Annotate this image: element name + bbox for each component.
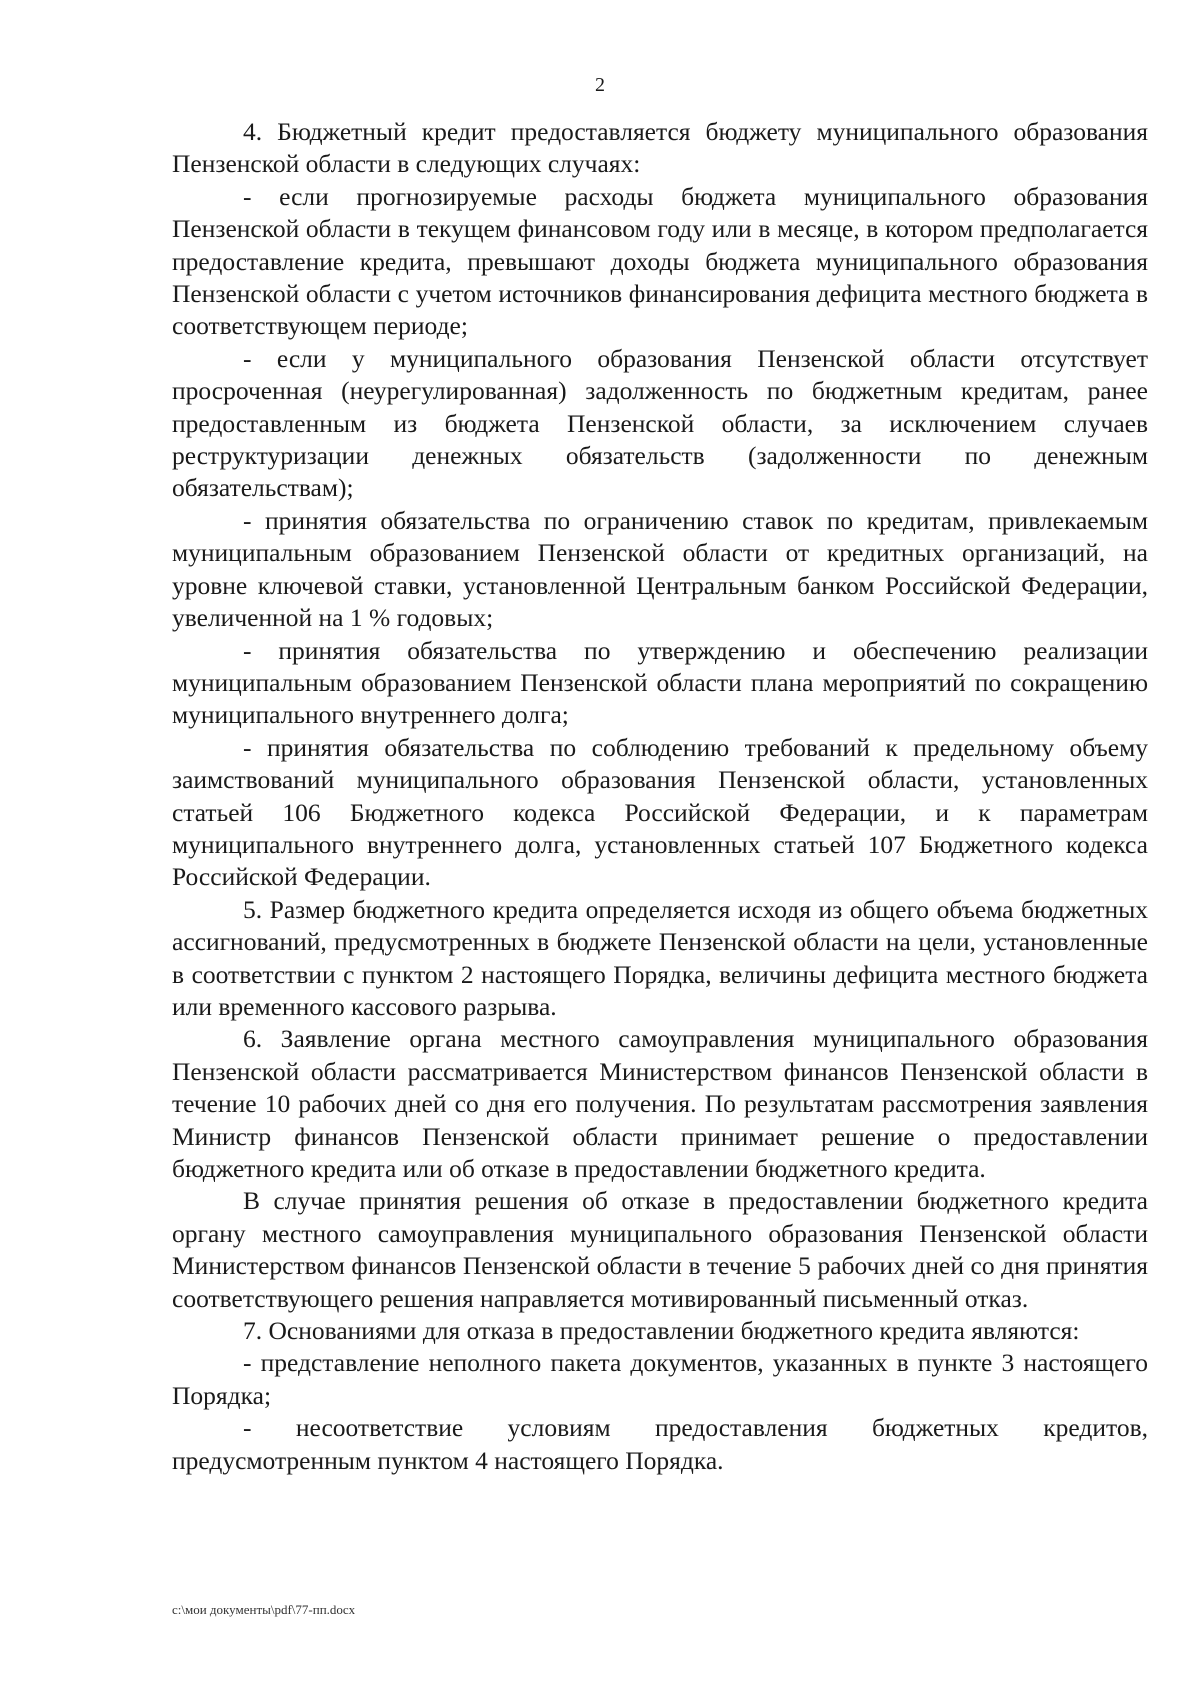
document-body xyxy=(172,116,1148,1477)
paragraph-6: 6. Заявление органа местного самоуправления муниципального образования Пензенской области рассматривается Министерством финансов Пензенской области в течение 10 рабочих дней со дня его получения. По результатам рассмотрения заявления Министр финансов Пензенской области принимает решение о предоставлении бюджетного кредита или об отказе в предоставлении бюджетного кредита. xyxy=(172,1024,1148,1183)
paragraph-4-condition-borrowing-limits: - принятия обязательства по соблюдению требований к предельному объему заимствований муниципального образования Пензенской области, установленных статьей 106 Бюджетного кодекса Российской Федерации, и к параметрам муниципального внутреннего долга, установленных статьей 107 Бюджетного кодекса Российской Федерации. xyxy=(172,732,1148,892)
paragraph-7-intro: 7. Основаниями для отказа в предоставлении бюджетного кредита являются: xyxy=(243,1316,1080,1346)
paragraph-7-incomplete-documents: - представление неполного пакета документов, указанных в пункте 3 настоящего Порядка; xyxy=(172,1348,1148,1410)
footer-file-path: c:\мои документы\pdf\77-пп.docx xyxy=(172,1602,356,1617)
paragraph-7-nonconformity: - несоответствие условиям предоставления бюджетных кредитов, предусмотренным пунктом 4 настоящего Порядка. xyxy=(172,1413,1148,1475)
paragraph-4-intro: 4. Бюджетный кредит предоставляется бюджету муниципального образования Пензенской области в следующих случаях: xyxy=(172,117,1148,179)
paragraph-5: 5. Размер бюджетного кредита определяется исходя из общего объема бюджетных ассигнований, предусмотренных в бюджете Пензенской области на цели, установленные в соответствии с пунктом 2 настоящего Порядка, величины дефицита местного бюджета или временного кассового разрыва. xyxy=(172,894,1148,1021)
paragraph-4-condition-rates: - принятия обязательства по ограничению ставок по кредитам, привлекаемым муниципальным образованием Пензенской области от кредитных организаций, на уровне ключевой ставки, установленной Центральным банком Российской Федерации, увеличенной на 1 % годовых; xyxy=(172,505,1148,633)
paragraph-4-condition-no-debt: - если у муниципального образования Пензенской области отсутствует просроченная (неурегулированная) задолженность по бюджетным кредитам, ранее предоставленным из бюджета Пензенской области, за исключением случаев реструктуризации денежных обязательств (задолженности по денежным обязательствам); xyxy=(172,343,1148,503)
paragraph-4-condition-debt-plan: - принятия обязательства по утверждению и обеспечению реализации муниципальным образованием Пензенской области плана мероприятий по сокращению муниципального внутреннего долга; xyxy=(172,635,1148,730)
paragraph-6-refusal: В случае принятия решения об отказе в предоставлении бюджетного кредита органу местного самоуправления муниципального образования Пензенской области Министерством финансов Пензенской области в течение 5 рабочих дней со дня принятия соответствующего решения направляется мотивированный письменный отказ. xyxy=(172,1186,1148,1313)
paragraph-4-condition-expenses: - если прогнозируемые расходы бюджета муниципального образования Пензенской области в текущем финансовом году или в месяце, в котором предполагается предоставление кредита, превышают доходы бюджета муниципального образования Пензенской области с учетом источников финансирования дефицита местного бюджета в соответствующем периоде; xyxy=(172,181,1148,341)
page-number: 2 xyxy=(595,74,605,96)
